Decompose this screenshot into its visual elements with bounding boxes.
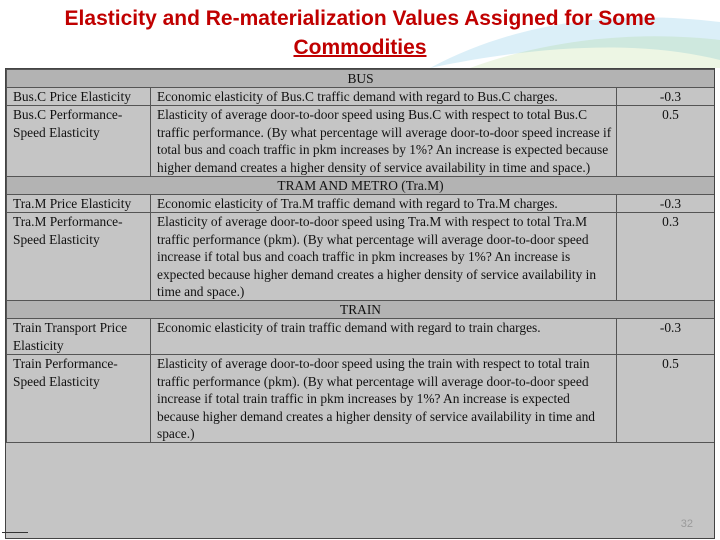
- corner-mark: [2, 532, 28, 536]
- row-name: Bus.C Performance-Speed Elasticity: [7, 106, 151, 177]
- section-header-train: TRAIN: [7, 301, 715, 319]
- row-description: Economic elasticity of Bus.C traffic demand with regard to Bus.C charges.: [151, 88, 617, 106]
- row-description: Economic elasticity of train traffic demand with regard to train charges.: [151, 319, 617, 355]
- row-value: 0.3: [617, 213, 715, 301]
- section-header-row: [7, 70, 715, 88]
- slide-title: [0, 4, 720, 62]
- section-header-row: [7, 301, 715, 319]
- section-header-row: [7, 177, 715, 195]
- row-description: Elasticity of average door-to-door speed using the train with respect to total train traffic performance (pkm). (By what percentage will average door-to-door speed increase if total train traffic in pkm increases by 1%? An increase is expected because higher demand creates a higher density of service availability in time and space.): [151, 355, 617, 443]
- row-name: Train Performance-Speed Elasticity: [7, 355, 151, 443]
- row-name: Train Transport Price Elasticity: [7, 319, 151, 355]
- row-value: -0.3: [617, 319, 715, 355]
- row-name: Tra.M Price Elasticity: [7, 195, 151, 213]
- row-name: Bus.C Price Elasticity: [7, 88, 151, 106]
- row-description: Elasticity of average door-to-door speed using Bus.C with respect to total Bus.C traffic performance. (By what percentage will average door-to-door speed increase if total bus and coach traffic in pkm increases by 1%? An increase is expected because higher demand creates a higher density of service availability in time and space.): [151, 106, 617, 177]
- elasticity-table: [5, 68, 715, 539]
- row-value: -0.3: [617, 195, 715, 213]
- table-row: [7, 195, 715, 213]
- row-description: Economic elasticity of Tra.M traffic demand with regard to Tra.M charges.: [151, 195, 617, 213]
- slide-title-line-2: Commodities: [293, 36, 427, 59]
- table-row: [7, 355, 715, 443]
- row-value: 0.5: [617, 106, 715, 177]
- row-value: 0.5: [617, 355, 715, 443]
- section-header-tram-metro: TRAM AND METRO (Tra.M): [7, 177, 715, 195]
- section-header-bus: BUS: [7, 70, 715, 88]
- row-description: Elasticity of average door-to-door speed using Tra.M with respect to total Tra.M traffic performance (pkm). (By what percentage will average door-to-door speed increase if total bus and coach traffic in pkm increases by 1%? An increase is expected because higher demand creates a higher density of service availability in time and space.): [151, 213, 617, 301]
- row-value: -0.3: [617, 88, 715, 106]
- row-name: Tra.M Performance-Speed Elasticity: [7, 213, 151, 301]
- page-number: 32: [680, 518, 693, 530]
- slide-title-line-1: Elasticity and Re-materialization Values Assigned for Some: [64, 7, 656, 30]
- table-row: [7, 88, 715, 106]
- table-row: [7, 213, 715, 301]
- table-row: [7, 106, 715, 177]
- table-row: [7, 319, 715, 355]
